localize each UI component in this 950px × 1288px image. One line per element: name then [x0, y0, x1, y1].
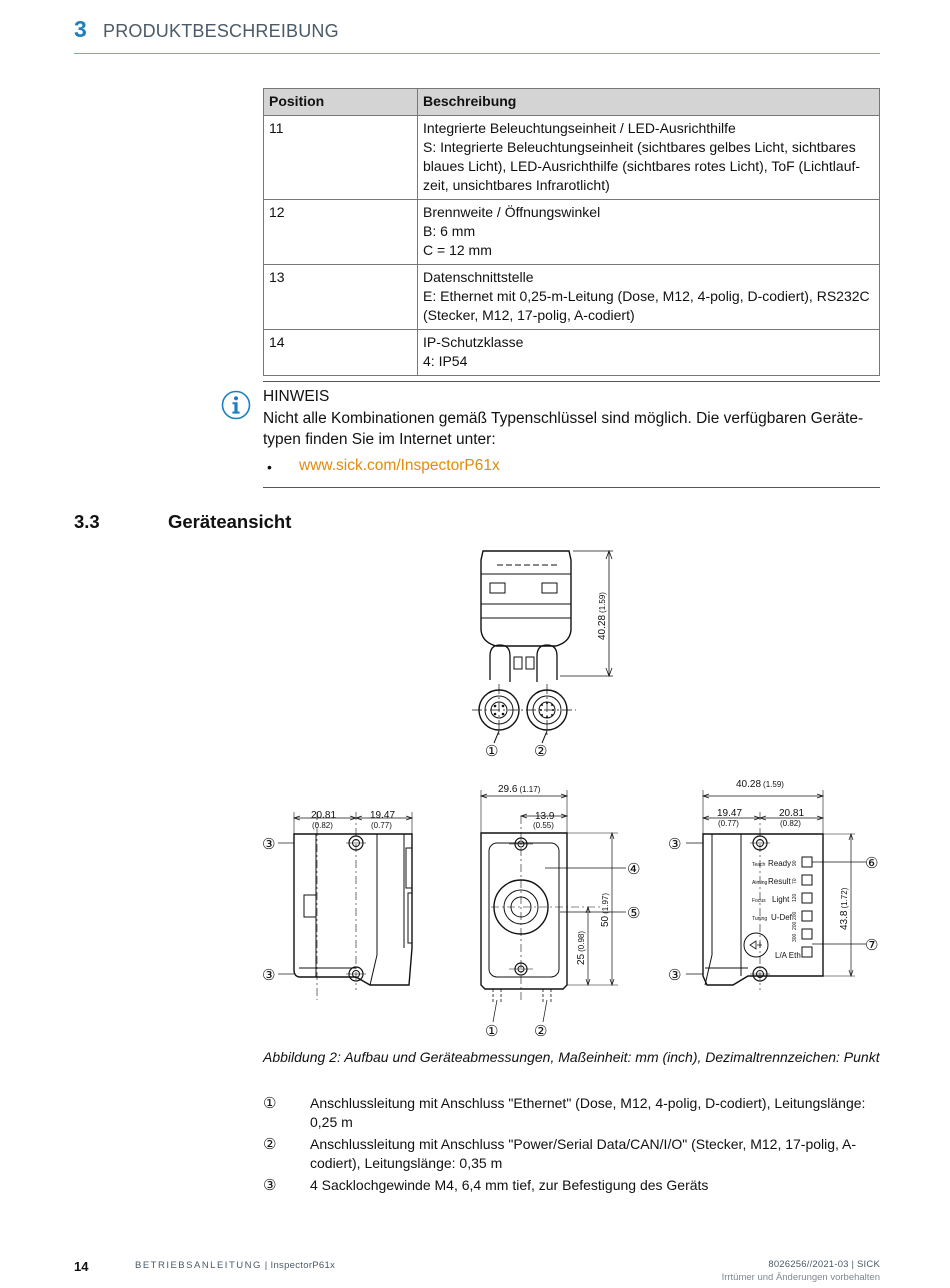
led-number: 300 — [792, 933, 798, 942]
dim-left-b: 19.47 — [370, 810, 396, 821]
marker-3: ③ — [262, 835, 276, 853]
footer-document — [135, 1260, 335, 1271]
description-line: E: Ethernet mit 0,25-m-Leitung (Dose, M12, 4-polig, D-codiert), RS232C (Stecker, M12, 17-polig, A-codiert) — [423, 288, 870, 323]
top-view — [472, 551, 613, 743]
footer-separator: | — [261, 1260, 271, 1271]
dim-front-half-inch: (0.55) — [533, 821, 554, 830]
led-small-label: Tuning — [752, 916, 768, 922]
led-number: 90 — [792, 860, 798, 866]
product-link[interactable]: www.sick.com/InspectorP61x — [299, 457, 500, 474]
chapter-number: 3 — [74, 16, 87, 42]
dim-right-b-inch: (0.82) — [780, 819, 801, 828]
led-small-label: Aiming — [752, 880, 768, 886]
dim-right-a: 19.47 — [717, 808, 743, 819]
left-side-view — [278, 812, 412, 1000]
bullet-icon: • — [267, 459, 272, 475]
led-small-label: Focus — [752, 898, 766, 904]
marker-2: ② — [534, 742, 548, 760]
dim-front-height: 50(1.97) — [600, 892, 611, 927]
dim-front-half: 13.9 — [535, 811, 555, 822]
section-title: Geräteansicht — [168, 511, 292, 532]
led-number: 120 — [792, 893, 798, 902]
marker-3: ③ — [262, 966, 276, 984]
page-number: 14 — [74, 1259, 89, 1274]
dim-front-center: 25(0.98) — [576, 930, 587, 965]
marker-5: ⑤ — [627, 904, 641, 922]
right-side-view — [686, 790, 866, 990]
description-line: IP-Schutzklasse — [423, 334, 524, 350]
dim-left-b-inch: (0.77) — [371, 821, 392, 830]
dim-left-a-inch: (0.82) — [312, 821, 333, 830]
cell-position: 14 — [264, 330, 418, 376]
column-header-beschreibung: Beschreibung — [418, 89, 880, 116]
cell-position: 11 — [264, 116, 418, 200]
description-line: B: 6 mm — [423, 223, 476, 239]
legend-text: Anschlussleitung mit Anschluss "Power/Serial Data/CAN/I/O" (Stecker, M12, 17-polig, A-codiert), Leitungslänge: 0,35 m — [310, 1136, 857, 1171]
marker-1: ① — [485, 742, 499, 760]
description-line: Datenschnittstelle — [423, 269, 534, 285]
led-number: 200 — [792, 921, 798, 930]
legend-text: Anschlussleitung mit Anschluss "Ethernet" (Dose, M12, 4-polig, D-codiert), Leitungslänge: 0,25 m — [310, 1095, 866, 1130]
legend-text: 4 Sacklochgewinde M4, 6,4 mm tief, zur Befestigung des Geräts — [310, 1177, 709, 1193]
led-label: U-Def — [771, 913, 792, 922]
figure-caption: Abbildung 2: Aufbau und Geräteabmessungen, Maßeinheit: mm (inch), Dezimaltrennzeichen: Punkt — [263, 1049, 880, 1065]
note-text: Nicht alle Kombinationen gemäß Typenschlüssel sind möglich. Die verfügbaren Geräte-typen finden Sie im Internet unter: — [263, 410, 864, 448]
footer-doc-type: BETRIEBSANLEITUNG — [135, 1260, 262, 1271]
footer-product: InspectorP61x — [270, 1260, 336, 1271]
led-number: 200 — [792, 911, 798, 920]
legend-marker: ② — [263, 1136, 277, 1153]
led-label: Light — [772, 895, 790, 904]
section-number: 3.3 — [74, 511, 100, 532]
marker-2: ② — [534, 1022, 548, 1040]
chapter-title: PRODUKTBESCHREIBUNG — [103, 21, 339, 41]
description-line: C = 12 mm — [423, 242, 492, 258]
column-header-position: Position — [264, 89, 418, 116]
marker-3: ③ — [668, 835, 682, 853]
marker-6: ⑥ — [865, 854, 879, 872]
dim-right-b: 20.81 — [779, 808, 805, 819]
marker-7: ⑦ — [865, 936, 879, 954]
led-label: Ready — [768, 859, 792, 868]
description-line: Brennweite / Öffnungswinkel — [423, 204, 601, 220]
dim-right-height: 43.8(1.72) — [839, 887, 850, 930]
dim-right-a-inch: (0.77) — [718, 819, 739, 828]
description-line: 4: IP54 — [423, 353, 468, 369]
footer-disclaimer: Irrtümer und Änderungen vorbehalten — [721, 1272, 880, 1283]
cell-position: 13 — [264, 265, 418, 330]
marker-4: ④ — [627, 860, 641, 878]
dim-top-height: 40.28(1.59) — [597, 592, 608, 640]
legend-marker: ① — [263, 1095, 277, 1112]
led-number: 70 — [792, 878, 798, 884]
legend-marker: ③ — [263, 1177, 277, 1194]
cell-position: 12 — [264, 200, 418, 265]
marker-1: ① — [485, 1022, 499, 1040]
note-title: HINWEIS — [263, 388, 330, 405]
description-line: Integrierte Beleuchtungseinheit / LED-Ausrichthilfe — [423, 120, 736, 136]
dim-left-a: 20.81 — [311, 810, 337, 821]
led-small-label: Teach — [752, 862, 766, 868]
dim-front-width: 29.6 (1.17) — [498, 784, 541, 795]
marker-3: ③ — [668, 966, 682, 984]
dim-right-total: 40.28 (1.59) — [736, 779, 784, 790]
led-label: L/A Eth — [775, 951, 801, 960]
led-label: Result — [768, 877, 791, 886]
footer-doc-id: 8026256//2021-03 | SICK — [768, 1259, 880, 1270]
description-line: S: Integrierte Beleuchtungseinheit (sichtbares gelbes Licht, sichtbares blaues Licht), LED-Ausrichthilfe (sichtbares rotes Licht), ToF (Lichtlauf-zeit, unsichtbares Infrarotlicht) — [423, 139, 861, 193]
